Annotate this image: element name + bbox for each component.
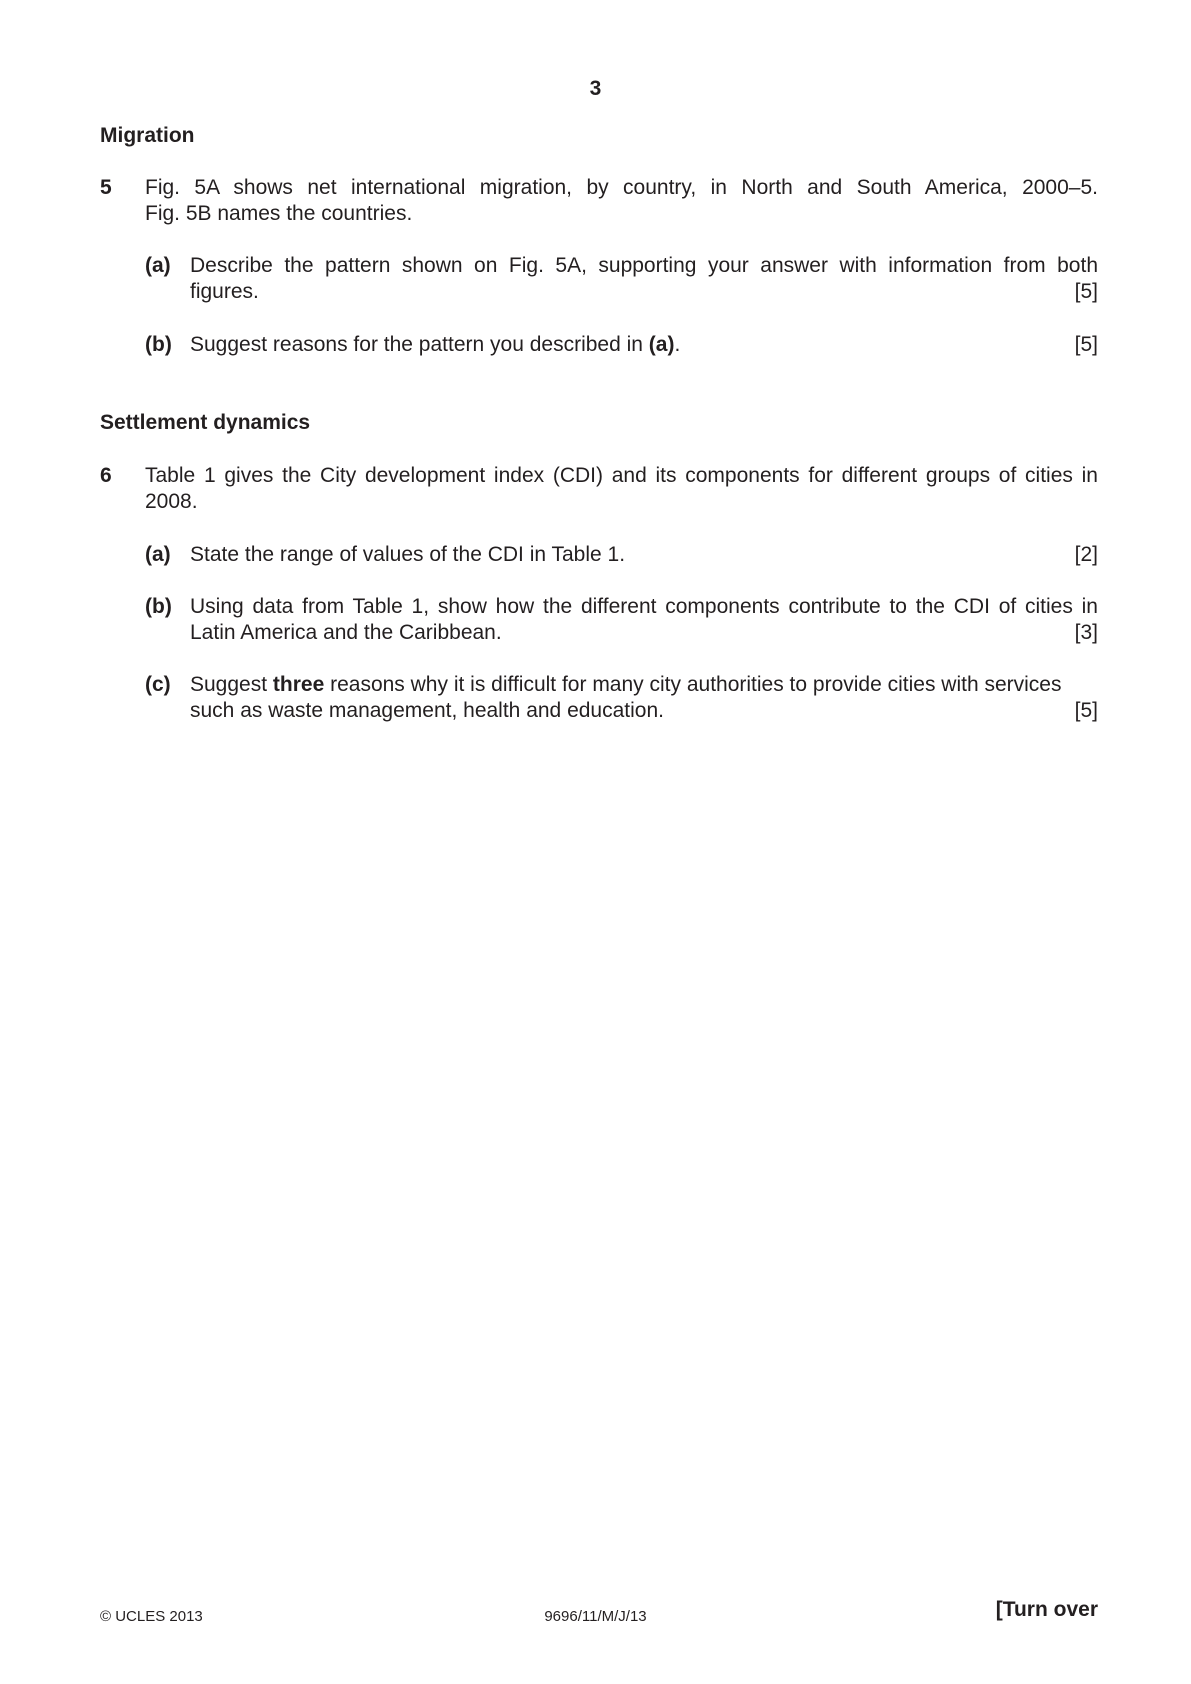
question-text-line-1: Fig. 5A shows net international migration, by country, in North and South America, 2000–5.	[145, 176, 1098, 199]
section-heading-migration: Migration	[100, 124, 195, 147]
question-5a	[145, 253, 1098, 305]
question-5b	[145, 332, 1098, 358]
sub-question-text	[190, 253, 1098, 305]
sub-question-text-bold: three	[272, 673, 325, 696]
page-number: 3	[589, 77, 602, 100]
marks-label: [2]	[1074, 543, 1098, 566]
sub-question-text	[190, 542, 1098, 568]
marks-label: [3]	[1074, 621, 1098, 644]
question-text-line-2: Fig. 5B names the countries.	[145, 202, 413, 225]
sub-question-line-2-text: such as waste management, health and education.	[190, 699, 664, 722]
sub-question-line-1-text	[190, 672, 1062, 698]
sub-question-text	[190, 332, 1098, 358]
footer-paper-code: 9696/11/M/J/13	[544, 1608, 647, 1625]
sub-question-text	[190, 672, 1098, 724]
sub-question-line-2	[190, 279, 1098, 305]
sub-question-label: (b)	[145, 595, 172, 618]
question-text-line-1: Table 1 gives the City development index (CDI) and its components for different groups of cities in	[145, 464, 1098, 487]
sub-question-line-1	[190, 542, 1098, 568]
footer-copyright: © UCLES 2013	[100, 1608, 203, 1625]
sub-question-label: (b)	[145, 333, 172, 356]
question-text-line-2: 2008.	[145, 490, 198, 513]
question-6	[100, 463, 1098, 515]
sub-question-label: (a)	[145, 543, 171, 566]
question-text	[145, 175, 1098, 227]
question-6c	[145, 672, 1098, 724]
sub-question-line-1-text: State the range of values of the CDI in Table 1.	[190, 543, 626, 566]
sub-question-label: (a)	[145, 254, 171, 277]
sub-question-text-after: .	[674, 333, 681, 356]
sub-question-line-2-text: Latin America and the Caribbean.	[190, 621, 502, 644]
marks-label: [5]	[1074, 333, 1098, 356]
sub-question-text	[190, 594, 1098, 646]
sub-question-line-2	[190, 698, 1098, 724]
sub-question-text-after: reasons why it is difficult for many city authorities to provide cities with services	[324, 673, 1062, 696]
sub-question-line-2	[190, 620, 1098, 646]
sub-question-line-1: Using data from Table 1, show how the different components contribute to the CDI of cities in	[190, 595, 1098, 618]
sub-question-label: (c)	[145, 673, 171, 696]
question-number: 6	[100, 464, 112, 487]
sub-question-text-bold: (a)	[648, 333, 675, 356]
footer-turn-over: [Turn over	[995, 1598, 1098, 1621]
sub-question-line-2-text: figures.	[190, 280, 259, 303]
sub-question-text-before: Suggest	[190, 673, 273, 696]
sub-question-text-before: Suggest reasons for the pattern you described in	[190, 333, 649, 356]
question-6a	[145, 542, 1098, 568]
sub-question-line-1: Describe the pattern shown on Fig. 5A, supporting your answer with information from both	[190, 254, 1098, 277]
marks-label: [5]	[1074, 699, 1098, 722]
section-heading-settlement-dynamics: Settlement dynamics	[100, 411, 311, 434]
question-number: 5	[100, 176, 112, 199]
question-6b	[145, 594, 1098, 646]
sub-question-line-1	[190, 332, 1098, 358]
marks-label: [5]	[1074, 280, 1098, 303]
question-text	[145, 463, 1098, 515]
question-5	[100, 175, 1098, 227]
sub-question-line-1	[190, 672, 1098, 698]
